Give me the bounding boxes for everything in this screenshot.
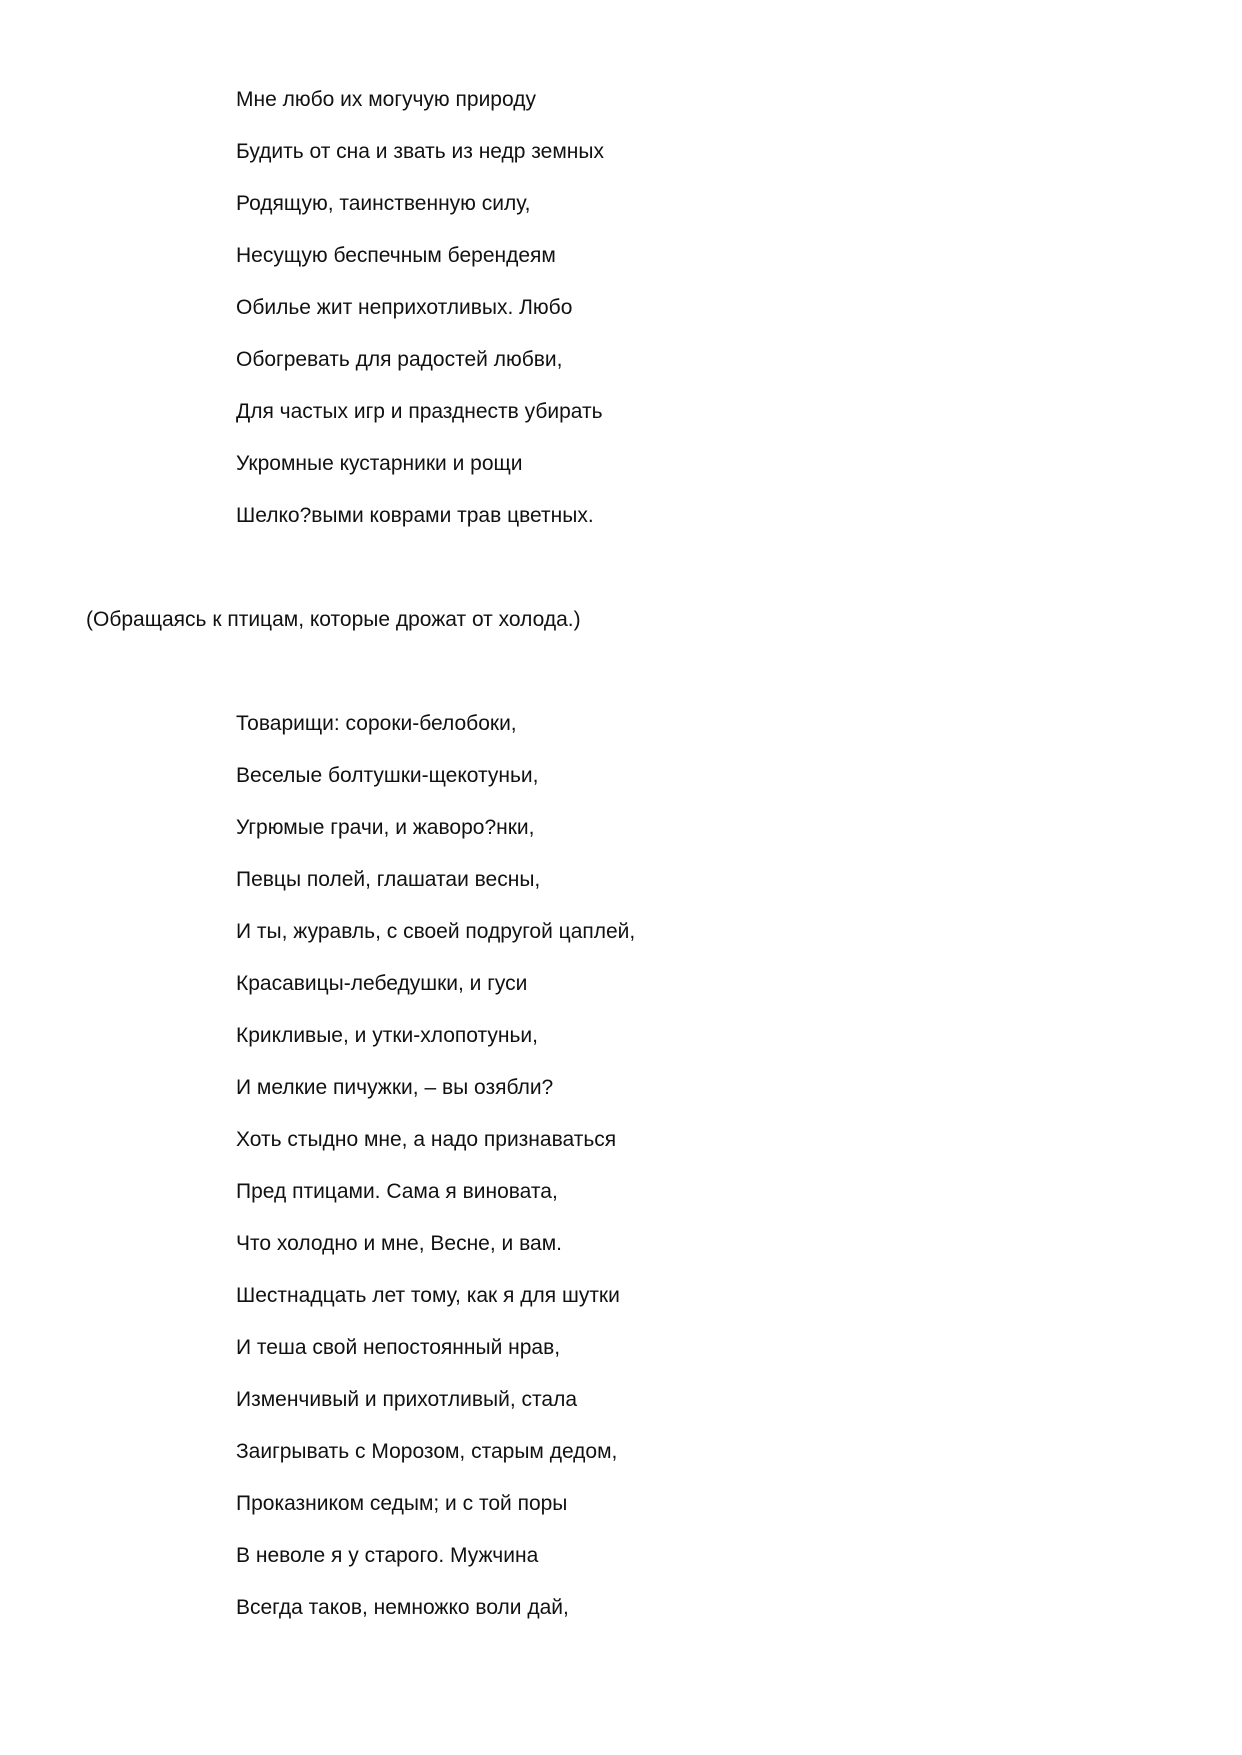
verse-line: И ты, журавль, с своей подругой цаплей,	[236, 920, 636, 943]
verse-line: Укромные кустарники и рощи	[236, 452, 523, 475]
verse-line: И теша свой непостоянный нрав,	[236, 1336, 561, 1359]
verse-line: Хоть стыдно мне, а надо признаваться	[236, 1128, 617, 1151]
verse-line: Будить от сна и звать из недр земных	[236, 140, 604, 163]
verse-line: Всегда таков, немножко воли дай,	[236, 1596, 569, 1619]
verse-line: Мне любо их могучую природу	[236, 88, 536, 111]
verse-line: Пред птицами. Сама я виновата,	[236, 1180, 558, 1203]
verse-line: Что холодно и мне, Весне, и вам.	[236, 1232, 562, 1255]
verse-line: Угрюмые грачи, и жаворо?нки,	[236, 816, 535, 839]
verse-line: Шестнадцать лет тому, как я для шутки	[236, 1284, 620, 1307]
verse-line: Для частых игр и празднеств убирать	[236, 400, 603, 423]
verse-line: Товарищи: сороки-белобоки,	[236, 712, 517, 735]
verse-line: Веселые болтушки-щекотуньи,	[236, 764, 539, 787]
verse-line: Родящую, таинственную силу,	[236, 192, 531, 215]
verse-line: Обилье жит неприхотливых. Любо	[236, 296, 573, 319]
verse-line: Певцы полей, глашатаи весны,	[236, 868, 541, 891]
verse-line: И мелкие пичужки, – вы озябли?	[236, 1076, 554, 1099]
verse-line: Красавицы-лебедушки, и гуси	[236, 972, 528, 995]
verse-line: Обогревать для радостей любви,	[236, 348, 563, 371]
verse-line: В неволе я у старого. Мужчина	[236, 1544, 539, 1567]
verse-line: Заигрывать с Морозом, старым дедом,	[236, 1440, 618, 1463]
verse-line: Изменчивый и прихотливый, стала	[236, 1388, 578, 1411]
verse-line: Проказником седым; и с той поры	[236, 1492, 568, 1515]
stage-direction: (Обращаясь к птицам, которые дрожат от холода.)	[86, 608, 581, 631]
verse-line: Несущую беспечным берендеям	[236, 244, 556, 267]
verse-line: Шелко?выми коврами трав цветных.	[236, 504, 594, 527]
verse-line: Крикливые, и утки-хлопотуньи,	[236, 1024, 538, 1047]
